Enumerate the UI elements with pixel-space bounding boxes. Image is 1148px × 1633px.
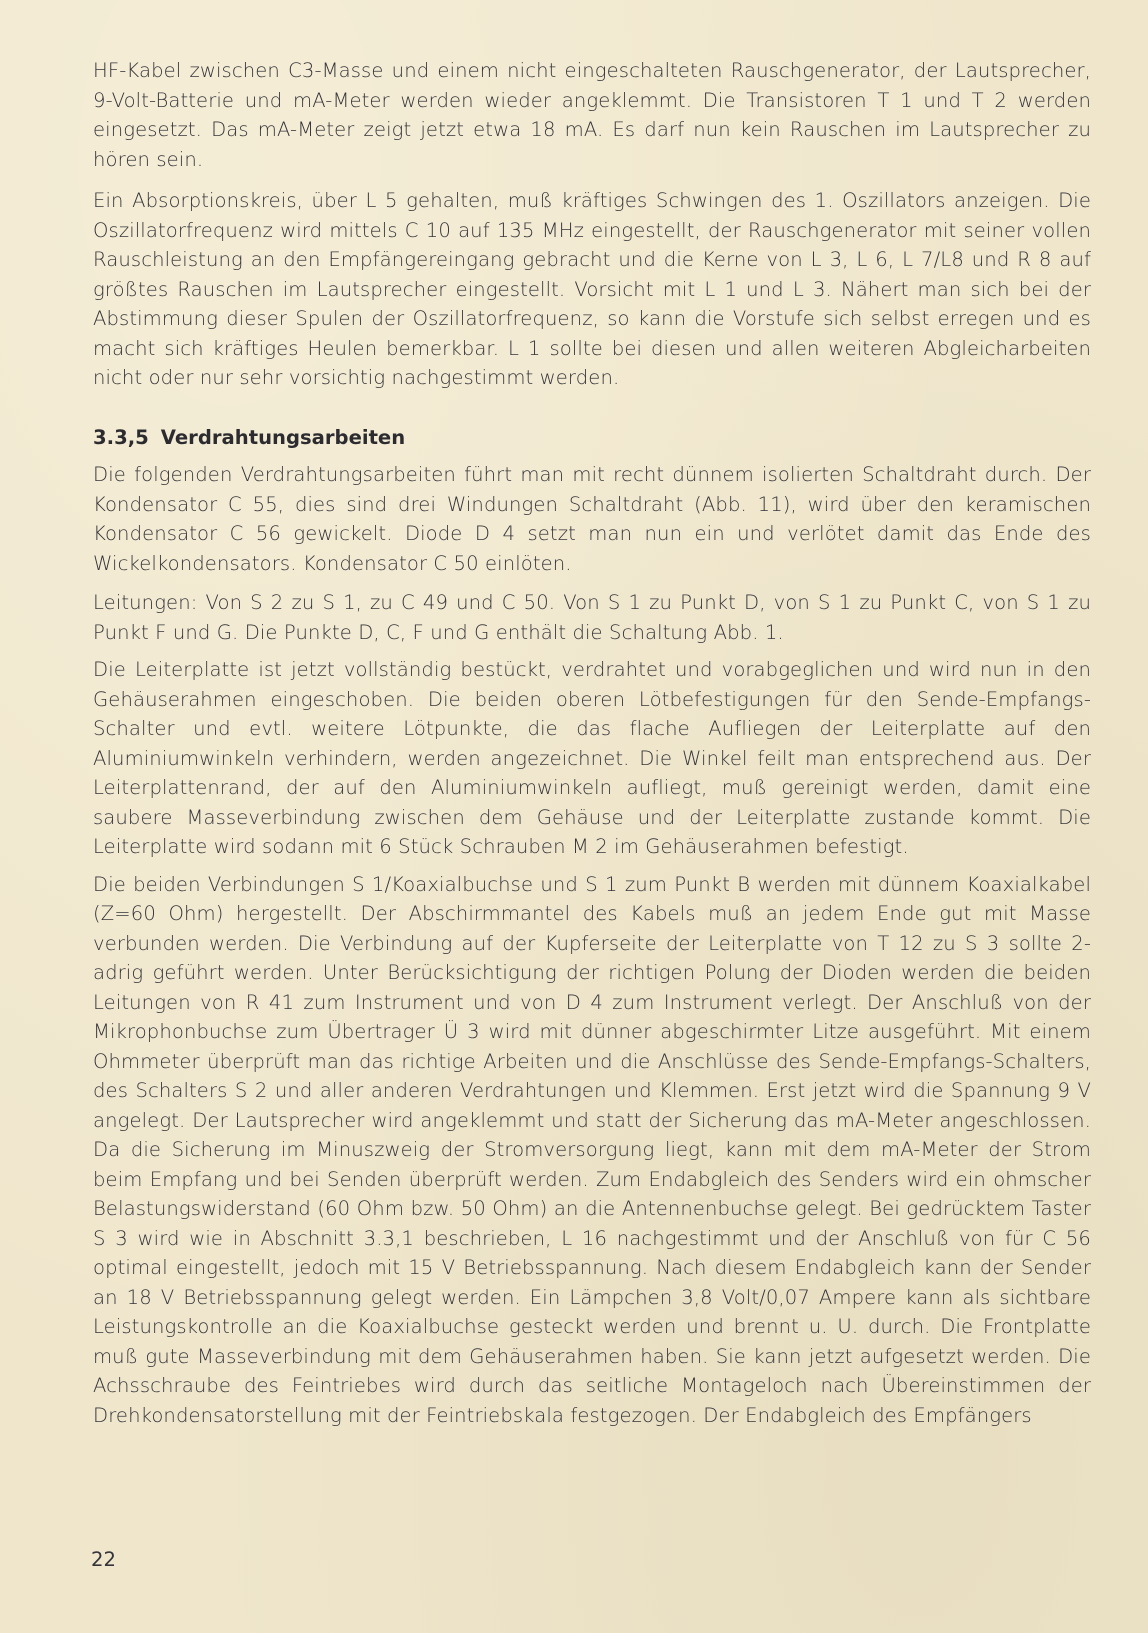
paragraph-final-connections: Die beiden Verbindungen S 1/Koaxialbuchse und S 1 zum Punkt B werden mit dünnem Koaxialkabel (Z=60 Ohm) hergestellt. Der Abschirmmantel des Kabels muß an jedem Ende gut mit Masse verbunden werden. Die Verbindung auf der Kupferseite der Leiterplatte von T 12 zu S 3 sollte 2-adrig geführt werden. Unter Berücksichtigung der richtigen Polung der Dioden werden die beiden Leitungen von R 41 zum Instrument und von D 4 zum Instrument verlegt. Der Anschluß von der Mikrophonbuchse zum Übertrager Ü 3 wird mit dünner abgeschirmter Litze ausgeführt. Mit einem Ohmmeter überprüft man das richtige Arbeiten und die Anschlüsse des Sende-Empfangs-Schalters, des Schalters S 2 und aller anderen Verdrahtungen und Klemmen. Erst jetzt wird die Spannung 9 V angelegt. Der Lautsprecher wird angeklemmt und statt der Sicherung das mA-Meter angeschlossen. Da die Sicherung im Minuszweig der Stromversorgung liegt, kann mit dem mA-Meter der Strom beim Empfang und bei Senden überprüft werden. Zum Endabgleich des Senders wird ein ohmscher Belastungswiderstand (60 Ohm bzw. 50 Ohm) an die Antennenbuchse gelegt. Bei gedrücktem Taster S 3 wird wie in Abschnitt 3.3,1 beschrieben, L 16 nachgestimmt und der Anschluß von für C 56 optimal eingestellt, jedoch mit 15 V Betriebsspannung. Nach diesem Endabgleich kann der Sender an 18 V Betriebsspannung gelegt werden. Ein Lämpchen 3,8 Volt/0,07 Ampere kann als sichtbare Leistungskontrolle an die Koaxialbuchse gesteckt werden und brennt u. U. durch. Die Frontplatte muß gute Masseverbindung mit dem Gehäuserahmen haben. Sie kann jetzt aufgesetzt werden. Die Achsschraube des Feintriebes wird durch das seitliche Montageloch nach Übereinstimmen der Drehkondensatorstellung mit der Feintriebskala festgezogen. Der Endabgleich des Empfängers	[93, 872, 1091, 1427]
section-title: Verdrahtungsarbeiten	[160, 425, 406, 449]
paragraph-board-mounting: Die Leiterplatte ist jetzt vollständig bestückt, verdrahtet und vorabgeglichen und wird nun in den Gehäuserahmen eingeschoben. Die beiden oberen Lötbefestigungen für den Sende-Empfangs-Schalter und evtl. weitere Lötpunkte, die das flache Aufliegen der Leiterplatte auf den Aluminiumwinkeln verhindern, werden angezeichnet. Die Winkel feilt man entsprechend aus. Der Leiterplattenrand, der auf den Aluminiumwinkeln aufliegt, muß gereinigt werden, damit eine saubere Masseverbindung zwischen dem Gehäuse und der Leiterplatte zustande kommt. Die Leiterplatte wird sodann mit 6 Stück Schrauben M 2 im Gehäuserahmen befestigt.	[93, 658, 1091, 858]
section-number: 3.3,5	[93, 425, 149, 449]
paragraph-calibration-intro: HF-Kabel zwischen C3-Masse und einem nicht eingeschalteten Rauschgenerator, der Lautsprecher, 9-Volt-Batterie und mA-Meter werden wieder angeklemmt. Die Transistoren T 1 und T 2 werden eingesetzt. Das mA-Meter zeigt jetzt etwa 18 mA. Es darf nun kein Rauschen im Lautsprecher zu hören sein.	[93, 59, 1091, 171]
paragraph-oscillator-adjustment: Ein Absorptionskreis, über L 5 gehalten, muß kräftiges Schwingen des 1. Oszillators anzeigen. Die Oszillatorfrequenz wird mittels C 10 auf 135 MHz eingestellt, der Rauschgenerator mit seiner vollen Rauschleistung an den Empfängereingang gebracht und die Kerne von L 3, L 6, L 7/L8 und R 8 auf größtes Rauschen im Lautsprecher eingestellt. Vorsicht mit L 1 und L 3. Nähert man sich bei der Abstimmung dieser Spulen der Oszillatorfrequenz, so kann die Vorstufe sich selbst erregen und es macht sich kräftiges Heulen bemerkbar. L 1 sollte bei diesen und allen weiteren Abgleicharbeiten nicht oder nur sehr vorsichtig nachgestimmt werden.	[93, 189, 1091, 389]
text-column	[93, 56, 1091, 1430]
section-heading	[93, 423, 1091, 453]
page-number: 22	[91, 1548, 116, 1571]
paragraph-wiring-lines: Leitungen: Von S 2 zu S 1, zu C 49 und C 50. Von S 1 zu Punkt D, von S 1 zu Punkt C, von S 1 zu Punkt F und G. Die Punkte D, C, F und G enthält die Schaltung Abb. 1.	[93, 591, 1091, 644]
paragraph-wiring-intro: Die folgenden Verdrahtungsarbeiten führt man mit recht dünnem isolierten Schaltdraht durch. Der Kondensator C 55, dies sind drei Windungen Schaltdraht (Abb. 11), wird über den keramischen Kondensator C 56 gewickelt. Diode D 4 setzt man nun ein und verlötet damit das Ende des Wickelkondensators. Kondensator C 50 einlöten.	[93, 463, 1091, 575]
